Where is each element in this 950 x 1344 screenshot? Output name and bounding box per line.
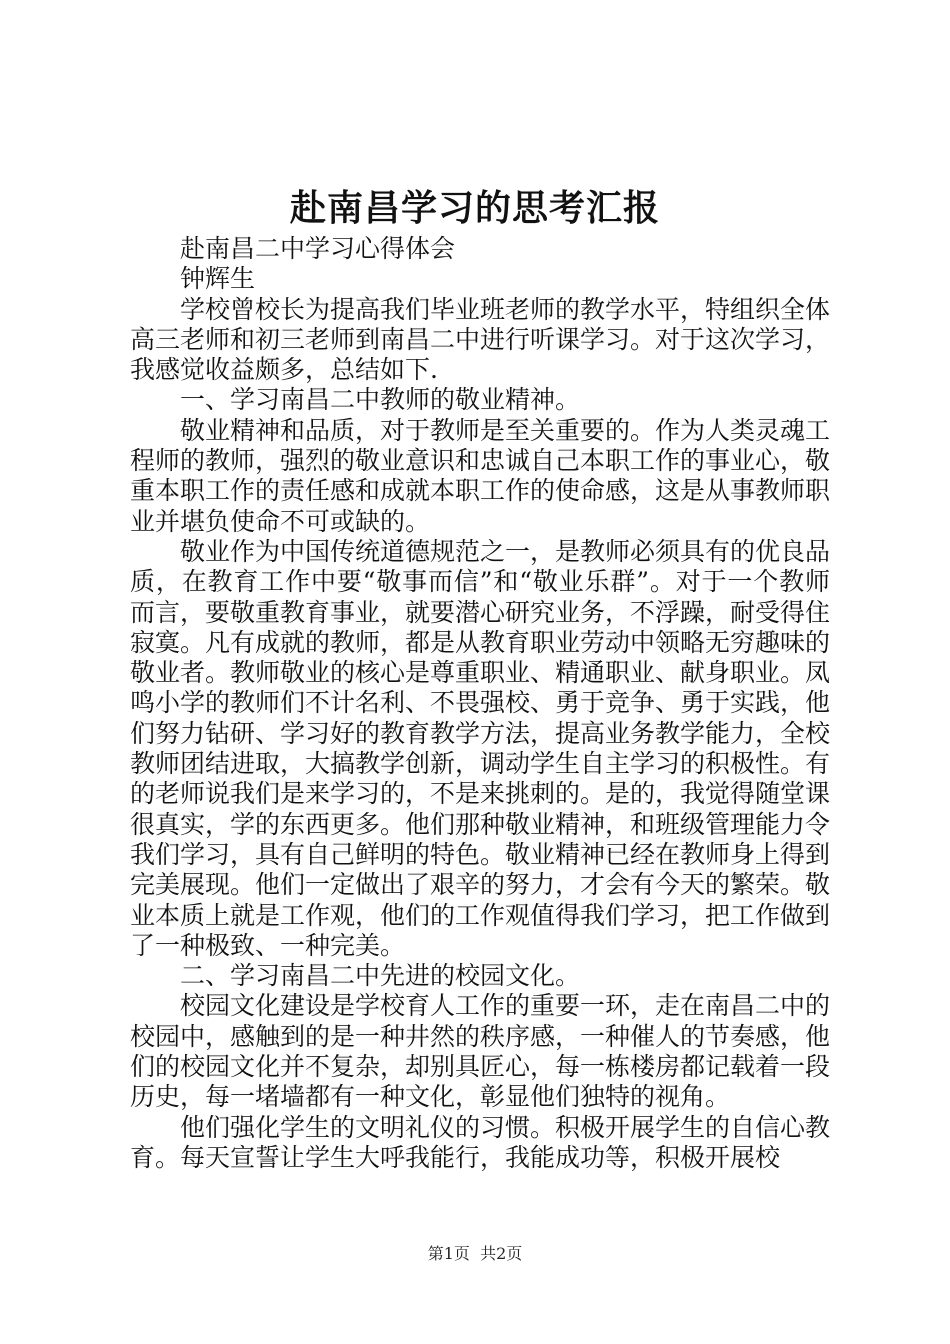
section-heading-2: 二、学习南昌二中先进的校园文化。: [180, 961, 581, 991]
document-title: 赴南昌学习的思考汇报: [289, 187, 660, 229]
page-number-label: 第1页 共2页: [427, 1244, 523, 1263]
page-footer: [0, 1244, 950, 1264]
paragraph-intro: 学校曾校长为提高我们毕业班老师的教学水平，特组织全体高三老师和初三老师到南昌二中进行听课学习。对于这次学习，我感觉收益颇多，总结如下.: [130, 294, 831, 385]
document-body: [130, 234, 830, 1173]
paragraph-author: 钟辉生: [180, 264, 256, 294]
paragraph: 他们强化学生的文明礼仪的习惯。积极开展学生的自信心教育。每天宣誓让学生大呼我能行，我能成功等，积极开展校: [130, 1112, 831, 1172]
paragraph-subtitle: 赴南昌二中学习心得体会: [180, 234, 456, 263]
paragraph: 校园文化建设是学校育人工作的重要一环，走在南昌二中的校园中，感触到的是一种井然的秩序感，一种催人的节奏感，他们的校园文化并不复杂，却别具匠心，每一栋楼房都记载着一段历史，每一堵墙都有一种文化，彰显他们独特的视角。: [130, 991, 831, 1112]
section-heading-1: 一、学习南昌二中教师的敬业精神。: [180, 385, 581, 415]
paragraph: 敬业作为中国传统道德规范之一，是教师必须具有的优良品质，在教育工作中要“敬事而信”和“敬业乐群”。对于一个教师而言，要敬重教育事业，就要潜心研究业务，不浮躁，耐受得住寂寞。凡有成就的教师，都是从教育职业劳动中领略无穷趣味的敬业者。教师敬业的核心是尊重职业、精通职业、献身职业。凤鸣小学的教师们不计名利、不畏强校、勇于竞争、勇于实践，他们努力钻研、学习好的教育教学方法，提高业务教学能力，全校教师团结进取，大搞教学创新，调动学生自主学习的积极性。有的老师说我们是来学习的，不是来挑刺的。是的，我觉得随堂课很真实，学的东西更多。他们那种敬业精神，和班级管理能力令我们学习，具有自己鲜明的特色。敬业精神已经在教师身上得到完美展现。他们一定做出了艰辛的努力，才会有今天的繁荣。敬业本质上就是工作观，他们的工作观值得我们学习，把工作做到了一种极致、一种完美。: [130, 536, 831, 960]
paragraph: 敬业精神和品质，对于教师是至关重要的。作为人类灵魂工程师的教师，强烈的敬业意识和忠诚自己本职工作的事业心，敬重本职工作的责任感和成就本职工作的使命感，这是从事教师职业并堪负使命不可或缺的。: [130, 415, 831, 536]
